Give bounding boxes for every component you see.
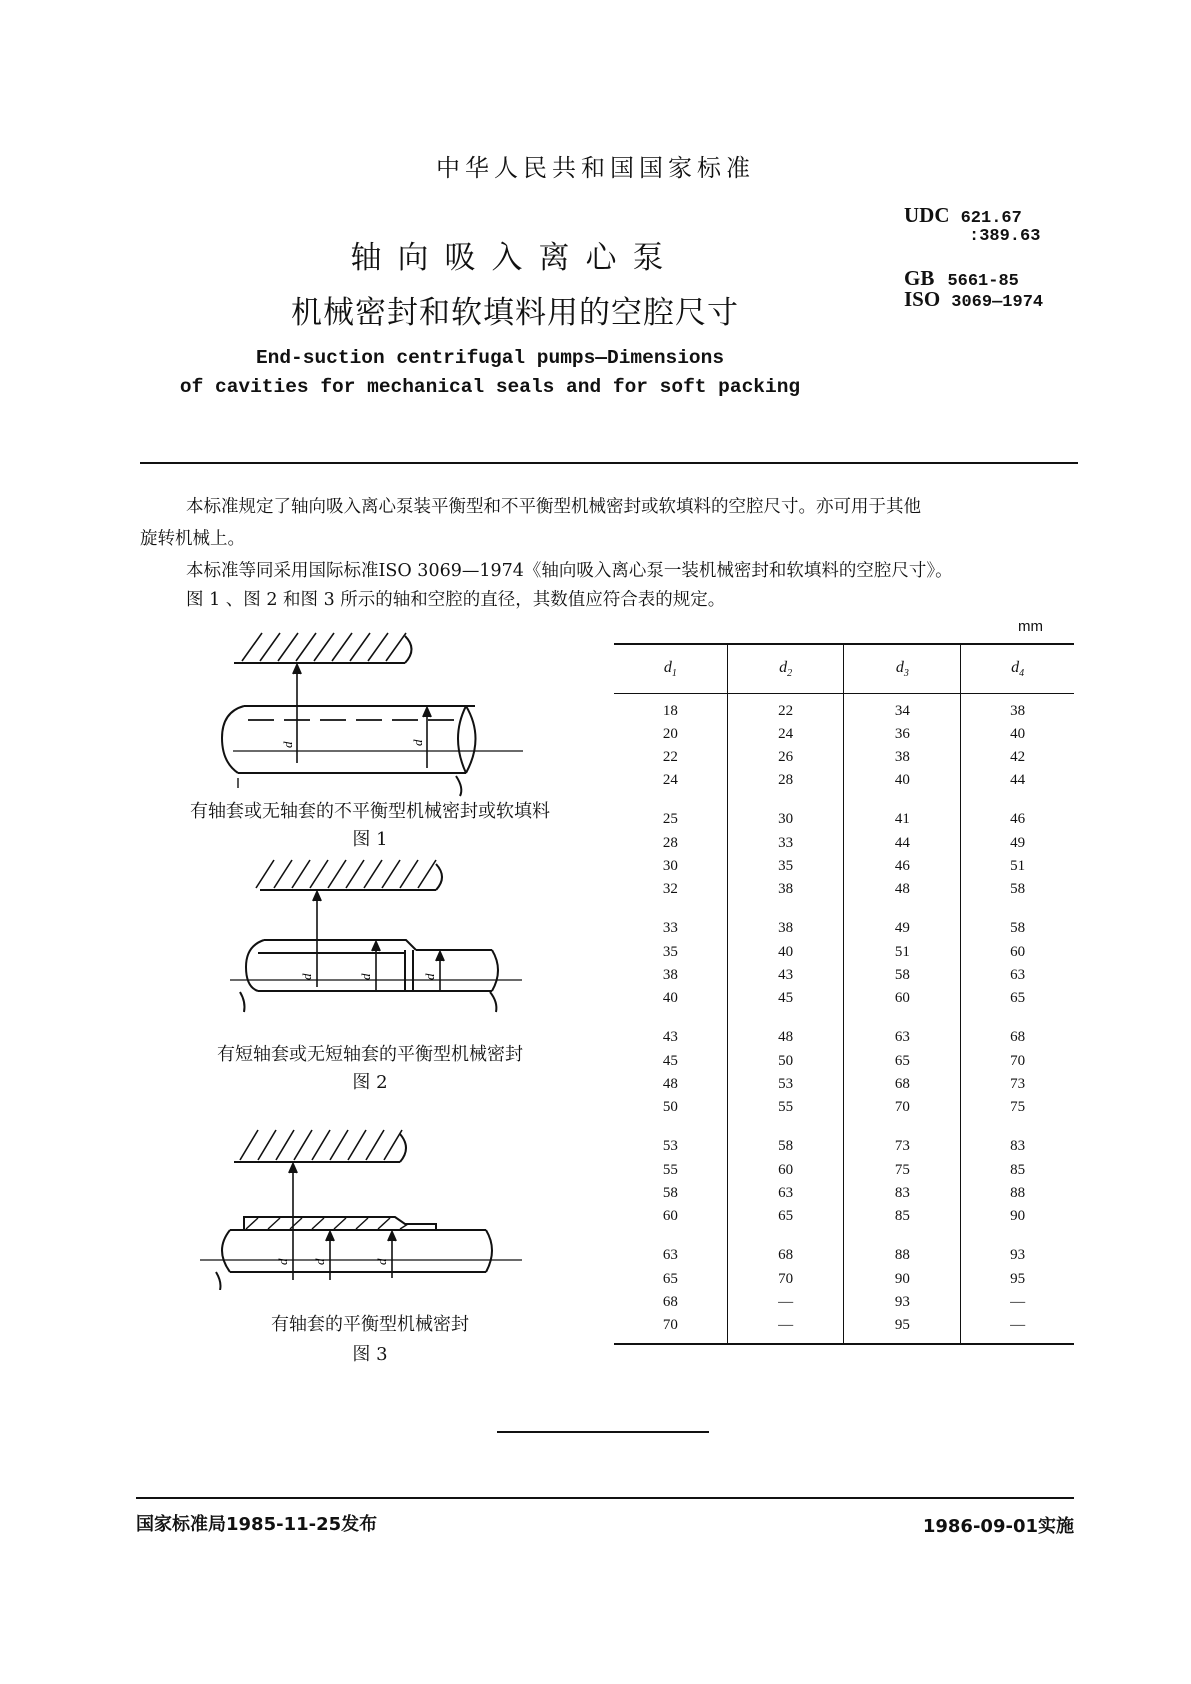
table-cell-d3: 68 xyxy=(844,1073,961,1096)
table-cell-d2: 58 xyxy=(727,1119,844,1159)
table-cell-d2: — xyxy=(727,1291,844,1314)
table-cell-d3: 44 xyxy=(844,832,961,855)
table-cell-d2: 70 xyxy=(727,1268,844,1291)
table-cell-d2: 50 xyxy=(727,1050,844,1073)
table-cell-d2: 43 xyxy=(727,964,844,987)
table-cell-d4: — xyxy=(961,1291,1074,1314)
table-cell-d2: 35 xyxy=(727,855,844,878)
table-cell-d1: 70 xyxy=(614,1314,727,1344)
figure-3-caption: 有轴套的平衡型机械密封 xyxy=(271,1314,469,1335)
fig1-d3-label: d xyxy=(280,741,295,748)
table-cell-d1: 32 xyxy=(662,881,678,897)
table-cell-d4: 88 xyxy=(961,1182,1074,1205)
table-cell-d1: 20 xyxy=(662,726,678,742)
table-cell-d3: 90 xyxy=(844,1268,961,1291)
table-cell-d4: 85 xyxy=(961,1159,1074,1182)
table-cell-d2: 55 xyxy=(727,1096,844,1119)
table-cell-d4: 63 xyxy=(961,964,1074,987)
figure-1-caption: 有轴套或无轴套的不平衡型机械密封或软填料 xyxy=(190,801,550,822)
table-cell-d3: 51 xyxy=(844,941,961,964)
table-cell-d1: 50 xyxy=(662,1099,678,1115)
effective-date: 1986-09-01实施 xyxy=(922,1516,1074,1537)
table-cell-d1: 55 xyxy=(662,1162,678,1178)
table-cell-d2: 30 xyxy=(727,792,844,832)
table-cell-d4: 90 xyxy=(961,1205,1074,1228)
table-cell-d1: 22 xyxy=(662,749,678,765)
table-row xyxy=(614,769,1074,792)
col-header-d2: $d_2$ xyxy=(727,644,844,694)
table-cell-d3: 73 xyxy=(844,1119,961,1159)
col-header-d3: $d_3$ xyxy=(844,644,961,694)
para1-line1: 本标准规定了轴向吸入离心泵装平衡型和不平衡型机械密封或软填料的空腔尺寸。亦可用于其他 xyxy=(186,497,921,517)
table-cell-d1: 58 xyxy=(662,1185,678,1201)
para2: 本标准等同采用国际标准ISO 3069—1974《轴向吸入离心泵一装机械密封和软填料的空腔尺寸》。 xyxy=(186,561,953,581)
figure-1-label: 图 1 xyxy=(352,829,388,850)
table-cell-d4: 83 xyxy=(961,1119,1074,1159)
table-cell-d2: 45 xyxy=(727,987,844,1010)
table-row xyxy=(614,1096,1074,1119)
table-cell-d4: 68 xyxy=(961,1010,1074,1050)
udc-line2: :389.63 xyxy=(969,227,1041,246)
title-cn-line2: 机械密封和软填料用的空腔尺寸 xyxy=(291,295,739,331)
figure-2-label: 图 2 xyxy=(352,1072,388,1093)
table-cell-d2: 26 xyxy=(727,746,844,769)
udc-label: UDC xyxy=(904,203,950,227)
table-cell-d1: 25 xyxy=(662,811,678,827)
table-cell-d3: 95 xyxy=(844,1314,961,1344)
table-cell-d2: 53 xyxy=(727,1073,844,1096)
table-cell-d2: 63 xyxy=(727,1182,844,1205)
table-cell-d3: 75 xyxy=(844,1159,961,1182)
table-cell-d1: 43 xyxy=(662,1029,678,1045)
table-row xyxy=(614,964,1074,987)
figure-2-caption: 有短轴套或无短轴套的平衡型机械密封 xyxy=(217,1044,523,1065)
table-row xyxy=(614,878,1074,901)
national-standard-heading: 中华人民共和国国家标准 xyxy=(436,154,755,182)
table-row xyxy=(614,723,1074,746)
table-cell-d1: 53 xyxy=(662,1138,678,1154)
table-row xyxy=(614,941,1074,964)
issued-date: 国家标准局1985-11-25发布 xyxy=(136,1514,378,1535)
table-cell-d2: 40 xyxy=(727,941,844,964)
table-cell-d2: 28 xyxy=(727,769,844,792)
table-cell-d3: 58 xyxy=(844,964,961,987)
figure-2-drawing xyxy=(200,852,560,1017)
table-cell-d3: 63 xyxy=(844,1010,961,1050)
table-cell-d2: 22 xyxy=(727,694,844,724)
table-cell-d3: 85 xyxy=(844,1205,961,1228)
figure-3-drawing xyxy=(200,1120,560,1290)
table-cell-d1: 28 xyxy=(662,835,678,851)
table-cell-d3: 48 xyxy=(844,878,961,901)
table-row xyxy=(614,1314,1074,1344)
table-row xyxy=(614,1182,1074,1205)
gb-number: 5661-85 xyxy=(947,272,1019,291)
table-cell-d3: 36 xyxy=(844,723,961,746)
table-cell-d4: 40 xyxy=(961,723,1074,746)
gb-label: GB xyxy=(904,266,935,290)
table-cell-d4: 65 xyxy=(961,987,1074,1010)
udc-line1: 621.67 xyxy=(960,209,1022,228)
table-cell-d4: 44 xyxy=(961,769,1074,792)
fig3-d1-label: d xyxy=(374,1258,389,1265)
title-cn-line1: 轴向吸入离心泵 xyxy=(350,240,680,276)
table-cell-d4: 73 xyxy=(961,1073,1074,1096)
table-row xyxy=(614,792,1074,832)
fig2-d1-label: d xyxy=(422,973,437,980)
table-cell-d1: 40 xyxy=(662,990,678,1006)
table-cell-d4: 46 xyxy=(961,792,1074,832)
fig2-d4-label: d xyxy=(299,973,314,980)
table-cell-d4: 58 xyxy=(961,878,1074,901)
table-cell-d1: 48 xyxy=(662,1076,678,1092)
table-cell-d4: 95 xyxy=(961,1268,1074,1291)
col-header-d4: $d_4$ xyxy=(961,644,1074,694)
dimensions-table xyxy=(614,643,1074,1345)
table-cell-d2: 33 xyxy=(727,832,844,855)
table-cell-d2: 60 xyxy=(727,1159,844,1182)
table-row xyxy=(614,1159,1074,1182)
iso-label: ISO xyxy=(904,287,941,311)
table-row xyxy=(614,855,1074,878)
table-cell-d2: 48 xyxy=(727,1010,844,1050)
table-header-row xyxy=(614,644,1074,694)
table-cell-d3: 34 xyxy=(844,694,961,724)
table-cell-d1: 35 xyxy=(662,944,678,960)
table-cell-d3: 70 xyxy=(844,1096,961,1119)
table-row xyxy=(614,901,1074,941)
table-cell-d4: 58 xyxy=(961,901,1074,941)
table-row xyxy=(614,1268,1074,1291)
table-row xyxy=(614,694,1074,724)
table-cell-d3: 93 xyxy=(844,1291,961,1314)
table-row xyxy=(614,1119,1074,1159)
table-cell-d3: 49 xyxy=(844,901,961,941)
table-cell-d3: 38 xyxy=(844,746,961,769)
header-divider xyxy=(140,462,1078,464)
table-cell-d2: 24 xyxy=(727,723,844,746)
table-cell-d4: 38 xyxy=(961,694,1074,724)
table-cell-d1: 65 xyxy=(662,1271,678,1287)
table-cell-d3: 88 xyxy=(844,1228,961,1268)
end-of-text-rule xyxy=(497,1431,709,1433)
table-cell-d4: 70 xyxy=(961,1050,1074,1073)
table-cell-d4: 51 xyxy=(961,855,1074,878)
table-cell-d1: 68 xyxy=(662,1294,678,1310)
title-en-line2: of cavities for mechanical seals and for soft packing xyxy=(179,376,801,398)
table-row xyxy=(614,746,1074,769)
table-cell-d3: 60 xyxy=(844,987,961,1010)
table-cell-d4: 75 xyxy=(961,1096,1074,1119)
figure-1-drawing xyxy=(160,628,620,798)
table-cell-d4: 60 xyxy=(961,941,1074,964)
fig3-d2-label: d xyxy=(312,1258,327,1265)
table-cell-d3: 41 xyxy=(844,792,961,832)
table-row xyxy=(614,987,1074,1010)
table-cell-d3: 83 xyxy=(844,1182,961,1205)
udc-block xyxy=(904,203,1022,228)
table-row xyxy=(614,832,1074,855)
table-cell-d1: 63 xyxy=(662,1247,678,1263)
table-cell-d2: 65 xyxy=(727,1205,844,1228)
table-cell-d1: 30 xyxy=(662,858,678,874)
table-cell-d4: — xyxy=(961,1314,1074,1344)
table-cell-d3: 40 xyxy=(844,769,961,792)
para1-line2: 旋转机械上。 xyxy=(140,529,245,549)
table-unit: mm xyxy=(1018,618,1043,635)
col-header-d1: $d_1$ xyxy=(614,644,727,694)
title-en-line1: End-suction centrifugal pumps—Dimensions xyxy=(255,347,725,369)
table-cell-d2: — xyxy=(727,1314,844,1344)
iso-block xyxy=(904,287,1043,312)
table-cell-d1: 60 xyxy=(662,1208,678,1224)
table-cell-d4: 49 xyxy=(961,832,1074,855)
table-row xyxy=(614,1291,1074,1314)
table-row xyxy=(614,1205,1074,1228)
iso-number: 3069—1974 xyxy=(951,293,1044,312)
table-cell-d2: 38 xyxy=(727,878,844,901)
table-cell-d1: 24 xyxy=(662,772,678,788)
fig3-d4-label: d xyxy=(275,1258,290,1265)
table-cell-d4: 42 xyxy=(961,746,1074,769)
table-cell-d3: 46 xyxy=(844,855,961,878)
table-cell-d4: 93 xyxy=(961,1228,1074,1268)
table-cell-d2: 68 xyxy=(727,1228,844,1268)
table-row xyxy=(614,1228,1074,1268)
figure-3-label: 图 3 xyxy=(352,1344,388,1365)
fig2-d2-label: d xyxy=(358,973,373,980)
table-row xyxy=(614,1010,1074,1050)
table-row xyxy=(614,1050,1074,1073)
footer-divider xyxy=(136,1497,1074,1499)
table-cell-d3: 65 xyxy=(844,1050,961,1073)
fig1-d1-label: d xyxy=(410,739,425,746)
table-cell-d1: 45 xyxy=(662,1053,678,1069)
para3: 图 1 、图 2 和图 3 所示的轴和空腔的直径，其数值应符合表的规定。 xyxy=(186,590,726,610)
table-cell-d1: 38 xyxy=(662,967,678,983)
table-cell-d2: 38 xyxy=(727,901,844,941)
table-row xyxy=(614,1073,1074,1096)
table-cell-d1: 18 xyxy=(662,703,678,719)
table-cell-d1: 33 xyxy=(662,920,678,936)
